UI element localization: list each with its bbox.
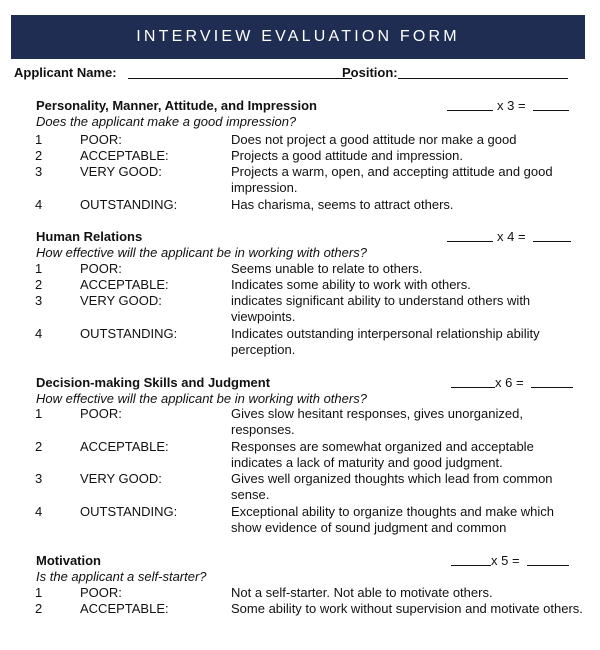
form-title: INTERVIEW EVALUATION FORM [11, 15, 585, 59]
rating-level: VERY GOOD: [80, 293, 162, 308]
rating-description: Projects a warm, open, and accepting attitude and good impression. [231, 164, 553, 195]
rating-number: 2 [35, 148, 43, 163]
applicant-info-row [14, 64, 584, 84]
multiplier-label: x 3 = [497, 98, 526, 113]
section-title: Decision-making Skills and Judgment [36, 375, 271, 390]
weighted-score-input[interactable] [527, 565, 569, 566]
rating-number: 1 [35, 406, 43, 421]
section-title: Personality, Manner, Attitude, and Impression [36, 98, 317, 113]
rating-description: Projects a good attitude and impression. [231, 148, 463, 163]
rating-level: POOR: [80, 585, 122, 600]
rating-description: Indicates outstanding interpersonal relationship ability perception. [231, 326, 540, 357]
rating-number: 2 [35, 601, 43, 616]
score-input[interactable] [451, 565, 491, 566]
position-field[interactable] [398, 78, 568, 79]
rating-number: 1 [35, 132, 43, 147]
rating-number: 3 [35, 164, 43, 179]
rating-description: Gives well organized thoughts which lead from common sense. [231, 471, 553, 502]
rating-level: OUTSTANDING: [80, 326, 178, 341]
section-title: Human Relations [36, 229, 143, 244]
rating-description: Not a self-starter. Not able to motivate others. [231, 585, 493, 600]
section-question: Does the applicant make a good impression? [36, 114, 297, 129]
rating-description: Some ability to work without supervision and motivate others. [231, 601, 583, 616]
applicant-name-field[interactable] [128, 78, 352, 79]
multiplier-label: x 4 = [497, 229, 526, 244]
rating-description: Seems unable to relate to others. [231, 261, 423, 276]
rating-number: 3 [35, 293, 43, 308]
rating-number: 3 [35, 471, 43, 486]
rating-number: 2 [35, 439, 43, 454]
rating-description: Exceptional ability to organize thoughts and make which show evidence of sound judgment and common [231, 504, 555, 535]
rating-level: ACCEPTABLE: [80, 277, 169, 292]
rating-level: OUTSTANDING: [80, 504, 178, 519]
rating-description: Has charisma, seems to attract others. [231, 197, 454, 212]
rating-number: 4 [35, 326, 43, 341]
score-input[interactable] [451, 387, 495, 388]
rating-description: Does not project a good attitude nor make a good [231, 132, 517, 147]
weighted-score-input[interactable] [533, 110, 569, 111]
applicant-name-label: Applicant Name: [14, 65, 117, 80]
rating-level: VERY GOOD: [80, 471, 162, 486]
rating-level: ACCEPTABLE: [80, 601, 169, 616]
rating-description: Gives slow hesitant responses, gives unorganized, responses. [231, 406, 523, 437]
section-question: How effective will the applicant be in working with others? [36, 391, 367, 406]
rating-number: 4 [35, 197, 43, 212]
rating-level: POOR: [80, 132, 122, 147]
rating-level: ACCEPTABLE: [80, 439, 169, 454]
score-input[interactable] [447, 241, 493, 242]
rating-level: ACCEPTABLE: [80, 148, 169, 163]
position-label: Position: [342, 65, 398, 80]
score-input[interactable] [447, 110, 493, 111]
multiplier-label: x 6 = [495, 375, 524, 390]
rating-level: VERY GOOD: [80, 164, 162, 179]
rating-level: POOR: [80, 261, 122, 276]
rating-number: 4 [35, 504, 43, 519]
section-question: How effective will the applicant be in working with others? [36, 245, 367, 260]
weighted-score-input[interactable] [531, 387, 573, 388]
rating-description: indicates significant ability to understand others with viewpoints. [231, 293, 531, 324]
section-question: Is the applicant a self-starter? [36, 569, 207, 584]
rating-description: Indicates some ability to work with others. [231, 277, 471, 292]
weighted-score-input[interactable] [533, 241, 571, 242]
multiplier-label: x 5 = [491, 553, 520, 568]
rating-level: POOR: [80, 406, 122, 421]
rating-number: 2 [35, 277, 43, 292]
rating-description: Responses are somewhat organized and acceptable indicates a lack of maturity and good judgment. [231, 439, 534, 470]
rating-number: 1 [35, 585, 43, 600]
rating-number: 1 [35, 261, 43, 276]
rating-level: OUTSTANDING: [80, 197, 178, 212]
section-title: Motivation [36, 553, 101, 568]
